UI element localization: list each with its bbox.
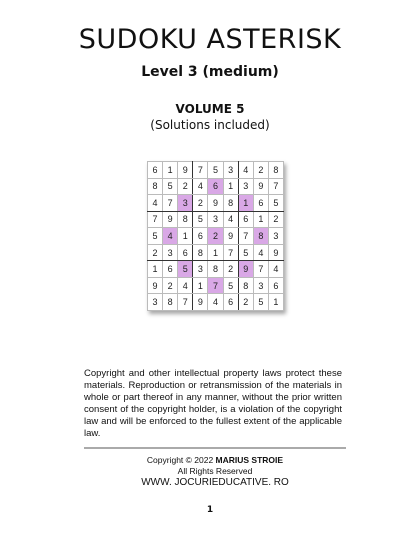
copyright-notice: Copyright and other intellectual property laws protect these materials. Reproduction or retransmission of the materials in whole or part thereof in any manner, without the prior written consent of the copyright holder, is a violation of the copyright law and will be enforced to the fullest extent of the applicable law. xyxy=(84,368,342,439)
grid-cell: 5 xyxy=(163,178,178,195)
grid-cell: 4 xyxy=(178,277,193,294)
grid-cell: 9 xyxy=(208,195,223,212)
page-title: SUDOKU ASTERISK xyxy=(78,24,342,55)
grid-cell: 3 xyxy=(193,261,208,278)
grid-cell: 6 xyxy=(268,277,283,294)
grid-cell: 1 xyxy=(163,162,178,179)
grid-cell: 3 xyxy=(238,178,253,195)
grid-cell: 9 xyxy=(178,162,193,179)
grid-cell: 2 xyxy=(163,277,178,294)
grid-cell: 7 xyxy=(163,195,178,212)
divider xyxy=(84,447,346,449)
grid-cell: 6 xyxy=(223,294,238,311)
grid-cell: 2 xyxy=(223,261,238,278)
grid-cell: 7 xyxy=(223,244,238,261)
grid-row xyxy=(148,244,284,261)
grid-cell: 6 xyxy=(208,178,223,195)
grid-cell: 5 xyxy=(223,277,238,294)
grid-cell: 7 xyxy=(148,211,163,228)
grid-row xyxy=(148,162,284,179)
grid-row xyxy=(148,195,284,212)
grid-cell: 5 xyxy=(238,244,253,261)
grid-cell: 7 xyxy=(193,162,208,179)
sudoku-table xyxy=(147,161,284,311)
grid-cell: 9 xyxy=(163,211,178,228)
grid-cell: 8 xyxy=(193,244,208,261)
footer-copyright-prefix: Copyright © 2022 xyxy=(146,455,216,465)
grid-cell: 2 xyxy=(208,228,223,245)
grid-cell: 3 xyxy=(223,162,238,179)
grid-cell: 1 xyxy=(253,211,268,228)
grid-cell: 1 xyxy=(268,294,283,311)
grid-cell: 9 xyxy=(238,261,253,278)
grid-cell: 1 xyxy=(148,261,163,278)
grid-cell: 3 xyxy=(163,244,178,261)
grid-cell: 6 xyxy=(148,162,163,179)
footer-author: MARIUS STROIE xyxy=(215,455,284,465)
grid-cell: 7 xyxy=(178,294,193,311)
grid-cell: 4 xyxy=(193,178,208,195)
grid-cell: 5 xyxy=(208,162,223,179)
grid-cell: 3 xyxy=(178,195,193,212)
grid-row xyxy=(148,261,284,278)
grid-cell: 4 xyxy=(253,244,268,261)
grid-cell: 1 xyxy=(178,228,193,245)
grid-cell: 7 xyxy=(208,277,223,294)
grid-cell: 4 xyxy=(163,228,178,245)
grid-cell: 9 xyxy=(268,244,283,261)
footer-website: WWW. JOCURIEDUCATIVE. RO xyxy=(141,477,289,488)
grid-row xyxy=(148,211,284,228)
grid-cell: 2 xyxy=(253,162,268,179)
grid-cell: 4 xyxy=(223,211,238,228)
grid-cell: 3 xyxy=(208,211,223,228)
grid-cell: 8 xyxy=(208,261,223,278)
grid-row xyxy=(148,277,284,294)
grid-cell: 5 xyxy=(268,195,283,212)
grid-row xyxy=(148,294,284,311)
grid-cell: 9 xyxy=(223,228,238,245)
grid-cell: 5 xyxy=(148,228,163,245)
grid-cell: 5 xyxy=(253,294,268,311)
grid-cell: 7 xyxy=(253,261,268,278)
grid-cell: 1 xyxy=(193,277,208,294)
grid-cell: 6 xyxy=(163,261,178,278)
grid-cell: 7 xyxy=(268,178,283,195)
grid-cell: 9 xyxy=(253,178,268,195)
grid-cell: 2 xyxy=(193,195,208,212)
grid-cell: 2 xyxy=(268,211,283,228)
grid-cell: 8 xyxy=(253,228,268,245)
grid-cell: 2 xyxy=(238,294,253,311)
grid-cell: 3 xyxy=(148,294,163,311)
grid-cell: 6 xyxy=(238,211,253,228)
grid-cell: 5 xyxy=(193,211,208,228)
grid-cell: 1 xyxy=(238,195,253,212)
grid-cell: 3 xyxy=(268,228,283,245)
grid-cell: 6 xyxy=(253,195,268,212)
level-label: Level 3 (medium) xyxy=(141,64,279,80)
grid-cell: 9 xyxy=(148,277,163,294)
grid-cell: 6 xyxy=(193,228,208,245)
grid-cell: 9 xyxy=(193,294,208,311)
grid-cell: 6 xyxy=(178,244,193,261)
grid-cell: 4 xyxy=(238,162,253,179)
grid-cell: 8 xyxy=(178,211,193,228)
grid-cell: 1 xyxy=(208,244,223,261)
grid-cell: 3 xyxy=(253,277,268,294)
grid-cell: 8 xyxy=(163,294,178,311)
grid-cell: 8 xyxy=(223,195,238,212)
grid-cell: 8 xyxy=(238,277,253,294)
sudoku-grid xyxy=(147,161,284,311)
page-number: 1 xyxy=(206,505,214,515)
grid-cell: 4 xyxy=(208,294,223,311)
grid-cell: 2 xyxy=(148,244,163,261)
grid-row xyxy=(148,178,284,195)
grid-cell: 4 xyxy=(148,195,163,212)
grid-cell: 7 xyxy=(238,228,253,245)
grid-cell: 8 xyxy=(148,178,163,195)
solutions-note: (Solutions included) xyxy=(150,118,270,132)
grid-cell: 2 xyxy=(178,178,193,195)
grid-cell: 4 xyxy=(268,261,283,278)
grid-row xyxy=(148,228,284,245)
grid-cell: 5 xyxy=(178,261,193,278)
volume-label: VOLUME 5 xyxy=(175,102,245,116)
grid-cell: 1 xyxy=(223,178,238,195)
grid-cell: 8 xyxy=(268,162,283,179)
footer-rights: All Rights Reserved xyxy=(177,466,253,476)
footer-copyright xyxy=(84,455,346,465)
